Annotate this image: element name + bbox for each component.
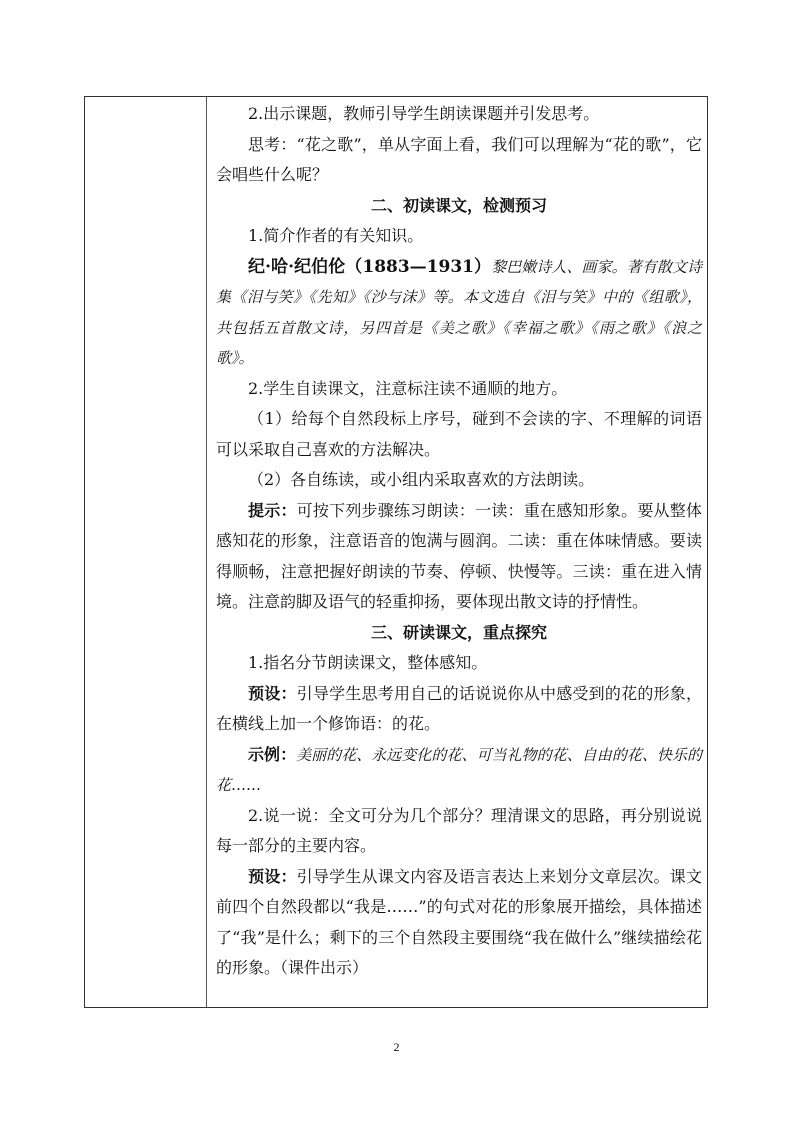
author-name: 纪·哈·纪伯伦（1883—1931） (248, 256, 492, 277)
step-line: 1.指名分节朗读课文，整体感知。 (248, 653, 488, 672)
lesson-content (216, 99, 702, 984)
example-text: 美丽的花、永远变化的花、可当礼物的花、自由的花、快乐的花…… (216, 745, 702, 794)
preset-text: 引导学生从课文内容及语言表达上来划分文章层次。课文前四个自然段都以“我是……”的句式对花的形象展开描绘，具体描述了“我”是什么；剩下的三个自然段主要围绕“我在做什么”继续描绘花的形象。（课件出示） (216, 866, 702, 977)
page-number: 2 (393, 1040, 400, 1054)
sub-step-line: （1）给每个自然段标上序号，碰到不会读的字、不理解的词语可以采取自己喜欢的方法解决。 (216, 409, 702, 459)
step-line: 2.说一说：全文可分为几个部分？理清课文的思路，再分别说说每一部分的主要内容。 (216, 805, 702, 855)
example-label: 示例： (248, 744, 297, 764)
example-paragraph (216, 740, 702, 801)
section-heading-3: 三、研读课文，重点探究 (370, 622, 547, 642)
step-line: 1.简介作者的有关知识。 (248, 226, 424, 245)
preset-label: 预设： (248, 683, 297, 703)
think-paragraph: 思考：“花之歌”，单从字面上看，我们可以理解为“花的歌”，它会唱些什么呢？ (216, 134, 702, 184)
lesson-table (84, 96, 708, 1008)
author-paragraph (216, 252, 702, 374)
tip-label: 提示： (248, 500, 297, 520)
step-line: 2.出示课题，教师引导学生朗读课题并引发思考。 (248, 104, 600, 123)
step-line: 2.学生自读课文，注意标注读不通顺的地方。 (248, 378, 568, 398)
author-desc: 黎巴嫩诗人、画家。著有散文诗集《泪与笑》《先知》《沙与沫》等。本文选自《泪与笑》中的《组歌》，共包括五首散文诗，另四首是《美之歌》《幸福之歌》《雨之歌》《浪之歌》。 (216, 257, 702, 367)
preset-paragraph (216, 862, 702, 984)
tip-paragraph (216, 496, 702, 618)
column-divider (206, 97, 207, 1007)
preset-label: 预设： (248, 866, 297, 886)
preset-paragraph (216, 679, 702, 740)
sub-step-line: （2）各自练读，或小组内采取喜欢的方法朗读。 (248, 470, 595, 489)
section-heading-2: 二、初读课文，检测预习 (370, 195, 547, 215)
preset-text: 引导学生思考用自己的话说说你从中感受到的花的形象，在横线上加一个修饰语：的花。 (216, 683, 702, 733)
tip-text: 可按下列步骤练习朗读：一读：重在感知形象。要从整体感知花的形象，注意语音的饱满与圆润。二读：重在体味情感。要读得顺畅，注意把握好朗读的节奏、停顿、快慢等。三读：重在进入情境。注意韵脚及语气的轻重抑扬，要体现出散文诗的抒情性。 (216, 500, 702, 611)
